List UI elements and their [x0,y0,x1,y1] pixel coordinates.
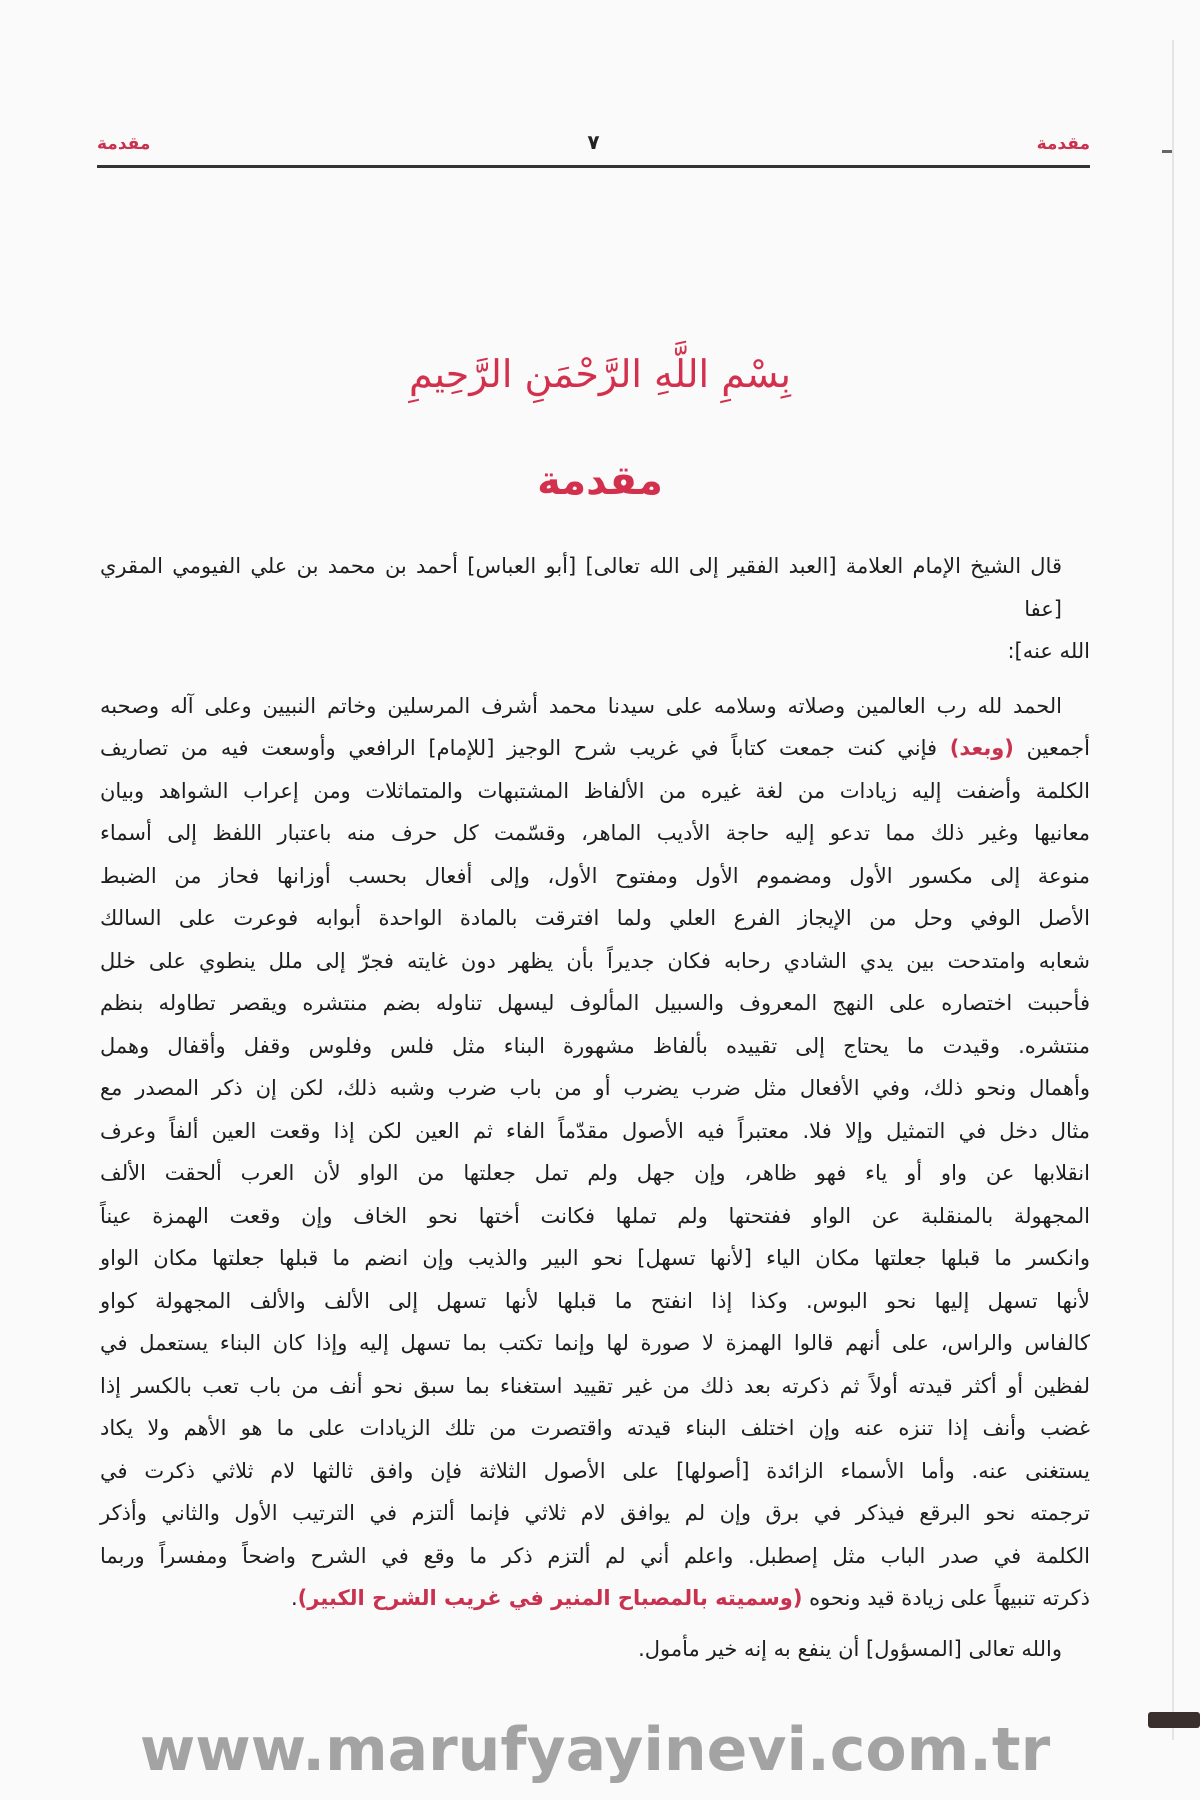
text-line: وانكسر ما قبلها جعلتها مكان الياء [لأنها تسهل] نحو البير والذيب وإن انضم ما قبلها جعلتها مكان الواو [100,1246,1090,1270]
page-number: ٧ [587,130,600,154]
text-line: الأصل الوفي وحل من الإيجاز الفرع العلي ولما افترقت بالمادة الواحدة أبوابه فوعرت على السالك [100,906,1090,930]
text-line: والله تعالى [المسؤول] أن ينفع به إنه خير مأمول. [638,1636,1062,1661]
text-line: لأنها تسهل إليها نحو البوس. وكذا إذا انفتح ما قبلها لأنها تسهل إلى الألف والألف المجهولة كواو [100,1288,1090,1313]
text-line: لفظين أو أكثر قيدته أولاً ثم ذكرته بعد ذلك من غير تقييد استغناء بما سبق نحو أنف من باب تعب بالكسر إذا [100,1373,1090,1398]
text-line: فأحببت اختصاره على النهج المعروف والسبيل المألوف ليسهل تناوله بضم منتشره ويقصر تطاوله بنظم [100,991,1090,1015]
header-title-right: مقدمة [1036,134,1090,154]
text-block [100,545,1090,1790]
text-line: الحمد لله رب العالمين وصلاته وسلامه على سيدنا محمد أشرف المرسلين وخاتم النبيين وعلى آله وصحبه [100,693,1062,718]
paragraph-preface [100,685,1090,1620]
text-line: الكلمة في صدر الباب مثل إصطبل. واعلم أني لم ألتزم ذكر ما وقع في الشرح واضحاً ومفسراً وربما [100,1543,1090,1568]
paragraph-intro [100,545,1090,673]
chapter-title: مقدمة [537,458,663,504]
text-line: الله عنه]: [1007,639,1090,663]
header-title-left: مقدمة [97,134,151,154]
text-line: مثال دخل في التمثيل وإلا فلا. معتبراً فيه الأصول مقدّماً الفاء ثم العين لكن إذا وقعت العين ألفاً وعرف [100,1118,1090,1143]
text-line: غضب وأنف إذا تنزه عنه وإن اختلف البناء قيدته واقتصرت من تلك الزيادات على ما هو الأهم ولا يكاد [100,1416,1090,1440]
text-line: يستغنى عنه. وأما الأسماء الزائدة [أصولها] على الأصول الثلاثة فإن وافق ثالثها لام ثلاثي ذكرت في [100,1458,1090,1483]
text-line: الكلمة وأضفت إليه زيادات من لغة غيره من الألفاظ المشتبهات والمتماثلات ومن إعراب الشواهد وبيان [100,778,1090,803]
text-line: قال الشيخ الإمام العلامة [العبد الفقير إلى الله تعالى] [أبو العباس] أحمد بن محمد بن علي الفيومي المقري [عفا [100,554,1062,621]
text-line: انقلابها عن واو أو ياء فهو ظاهر، وإن جهل ولم تمل جعلتها من الواو لأن العرب ألحقت الألف [100,1161,1090,1185]
line-segment: . [290,1586,298,1610]
line-segment: فإني كنت جمعت كتاباً في غريب شرح الوجيز [للإمام] الرافعي وأوسعت فيه من تصاريف [100,736,950,760]
header-rule [97,165,1090,168]
bismillah-calligraphy: بِسْمِ اللَّهِ الرَّحْمَنِ الرَّحِيمِ [409,352,791,396]
highlighted-phrase: (وسميته بالمصباح المنير في غريب الشرح الكبير) [297,1586,803,1610]
text-line: معانيها وغير ذلك مما تدعو إليه حاجة الأديب الماهر، وقسّمت كل حرف منه باعتبار اللفظ إلى أسماء [100,821,1090,845]
paragraph-closing [100,1628,1090,1671]
text-line: منتشره. وقيدت ما يحتاج إلى تقييده بألفاظ مشهورة البناء مثل فلس وفلوس وقفل وأقفال وهمل [100,1033,1090,1058]
text-line: شعابه وامتدحت بين يدي الشادي رحابه فكان جديراً بأن يظهر دون غايته فجرّ إلى ملل ينطوي على خلل [100,948,1090,973]
line-segment: أجمعين [1013,736,1090,760]
text-line: منوعة إلى مكسور الأول ومضموم الأول ومفتوح الأول، وإلى أفعال بحسب أوزانها فحاز من الضبط [100,863,1090,888]
page-edge [1172,40,1174,1740]
text-line: وأهمال ونحو ذلك، وفي الأفعال مثل ضرب يضرب أو من باب ضرب وشبه ذلك، لكن إن ذكر المصدر مع [100,1076,1090,1100]
running-header [97,130,1090,164]
text-line [100,727,1090,770]
watermark: www.marufyayinevi.com.tr [139,1715,1051,1785]
page-edge-mark [1162,150,1172,153]
line-segment: ذكرته تنبيهاً على زيادة قيد ونحوه [802,1586,1090,1610]
text-line: المجهولة بالمنقلبة عن الواو ففتحتها ولم تملها فكانت أختها نحو الخاف وإن وقعت الهمزة عيناً [100,1203,1090,1228]
binding-shadow [1148,1712,1200,1728]
text-line: ترجمته نحو البرقع فيذكر في برق وإن لم يوافق لام ثلاثي فإنما ألتزم في الترتيب الأول والثاني وأذكر [100,1501,1090,1525]
highlighted-phrase: (وبعد) [949,736,1014,760]
text-line [100,1577,1090,1620]
text-line: كالفاس والراس، على أنهم قالوا الهمزة لا صورة لها وإنما تكتب بما تسهل إليه وإذا كان البناء يستعمل في [100,1331,1090,1355]
